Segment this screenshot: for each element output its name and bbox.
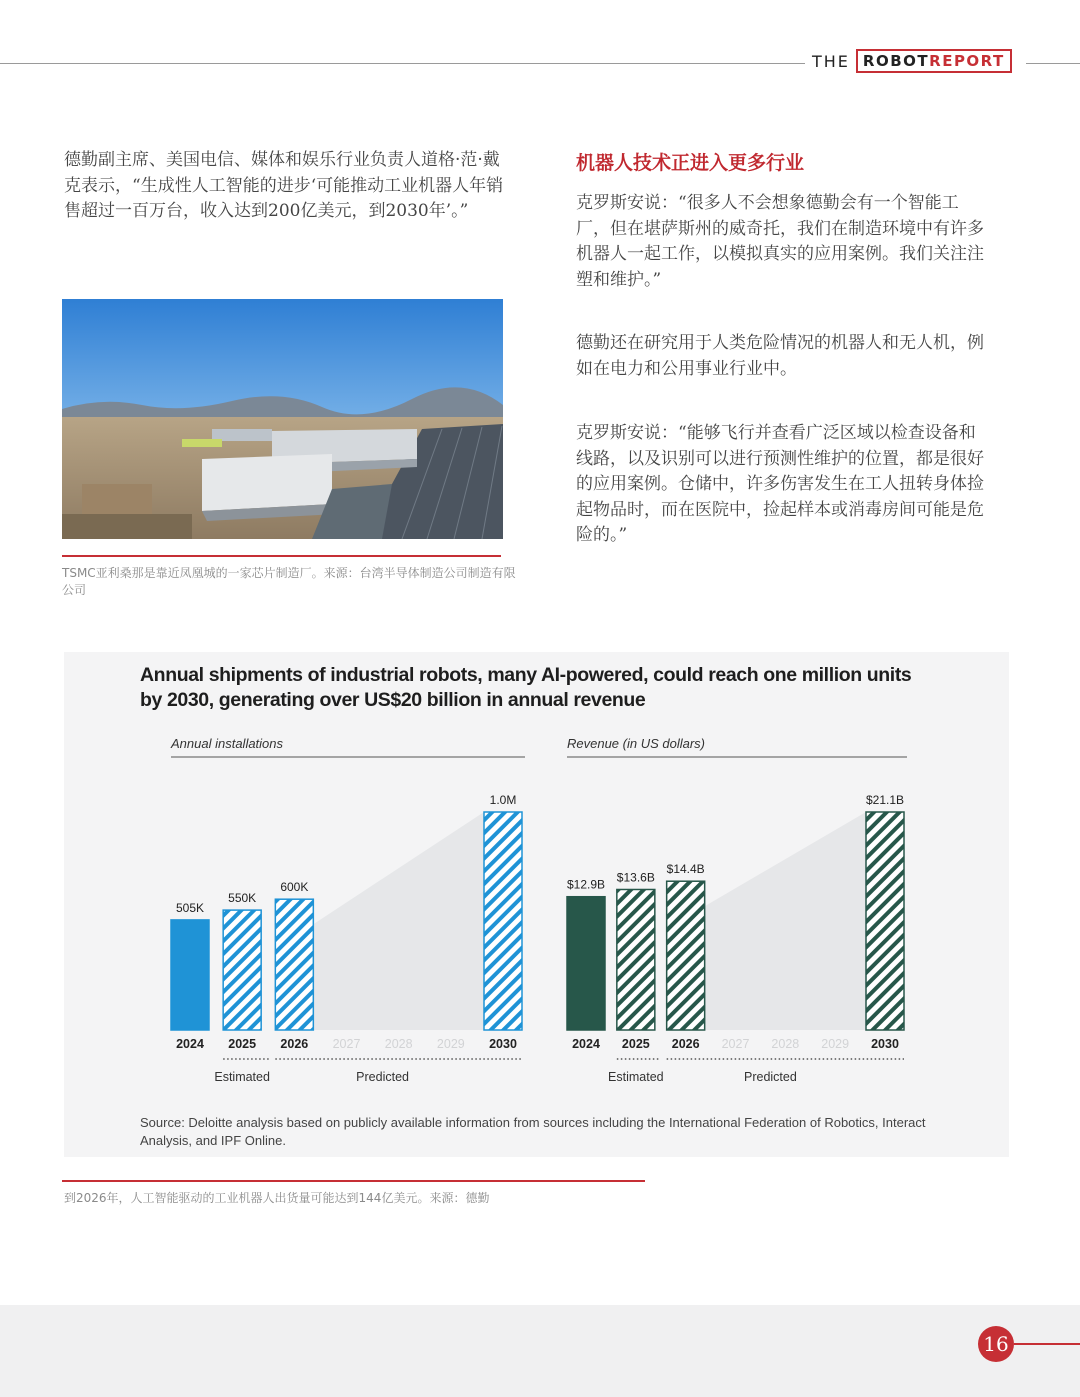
tick-label: 2024	[176, 1037, 204, 1051]
paragraph-2: 德勤还在研究用于人类危险情况的机器人和无人机，例如在电力和公用事业行业中。	[576, 333, 984, 379]
logo-robot: ROBOT	[862, 52, 930, 70]
photo-caption: TSMC亚利桑那是靠近凤凰城的一家芯片制造厂。来源：台湾半导体制造公司制造有限公司	[62, 566, 516, 597]
tick-label: 2027	[721, 1037, 750, 1051]
bar-value-label: 600K	[280, 880, 309, 895]
trend-shading	[313, 812, 484, 1030]
chart-caption-rule	[62, 1180, 645, 1182]
tick-label: 2029	[436, 1037, 465, 1051]
chart-source: Source: Deloitte analysis based on publicly available information from sources including the International Federation of Robotics, Interact Analysis, and IPF Online.	[140, 1115, 926, 1148]
bar-2030	[484, 812, 522, 1030]
chart-subtitle: Annual installations	[171, 736, 284, 751]
bar-2024	[567, 897, 605, 1030]
revenue-chart	[567, 736, 907, 1084]
factory-photo-illustration	[62, 299, 503, 539]
tick-label: 2025	[621, 1037, 650, 1051]
page-number: 16	[978, 1326, 1014, 1362]
footer-rule	[1014, 1343, 1080, 1345]
bar-value-label: 1.0M	[489, 793, 517, 807]
paragraph-3: 克罗斯安说：“能够飞行并查看广泛区域以检查设备和线路，以及识别可以进行预测性维护的位置，都是很好的应用案例。仓储中，许多伤害发生在工人扭转身体捡起物品时，而在医院中，捡起样本或消毒房间可能是危险的。”	[576, 423, 984, 545]
paragraph-1: 克罗斯安说：“很多人不会想象德勤会有一个智能工厂，但在堪萨斯州的威奇托，我们在制造环境中有许多机器人一起工作，以模拟真实的应用案例。我们关注注塑和维护。”	[576, 193, 984, 290]
tick-label: 2026	[671, 1037, 700, 1051]
tick-label: 2025	[228, 1037, 257, 1051]
estimated-label: Estimated	[608, 1070, 664, 1084]
bar-2024	[171, 920, 209, 1030]
caption-rule	[62, 555, 501, 557]
logo-the: THE	[812, 51, 850, 71]
bar-value-label: 550K	[228, 891, 257, 906]
chart-title-line1: Annual shipments of industrial robots, many AI-powered, could reach one million units	[140, 664, 912, 686]
trend-shading	[705, 812, 866, 1030]
tick-label: 2026	[280, 1037, 309, 1051]
robot-report-logo[interactable]	[812, 48, 1012, 74]
tick-label: 2024	[572, 1037, 600, 1051]
bar-2026	[667, 881, 705, 1030]
bar-value-label: $21.1B	[865, 793, 905, 807]
predicted-label: Predicted	[744, 1070, 797, 1084]
chart-caption: 到2026年，人工智能驱动的工业机器人出货量可能达到144亿美元。来源：德勤	[64, 1191, 490, 1205]
bar-2030	[866, 812, 904, 1030]
tick-label: 2029	[821, 1037, 850, 1051]
charts-svg	[64, 652, 1009, 1157]
predicted-label: Predicted	[356, 1070, 409, 1084]
factory-photo	[62, 299, 503, 539]
section-heading: 机器人技术正进入更多行业	[576, 152, 805, 174]
tick-label: 2028	[771, 1037, 800, 1051]
chart-subtitle: Revenue (in US dollars)	[567, 736, 706, 751]
bar-value-label: $14.4B	[666, 862, 705, 877]
tick-label: 2030	[489, 1037, 517, 1051]
header-rule-right	[1026, 63, 1080, 64]
footer-band	[0, 1305, 1080, 1397]
bar-2025	[617, 889, 655, 1030]
bar-value-label: $12.9B	[566, 877, 606, 892]
installations-chart	[170, 736, 525, 1084]
logo-box	[856, 49, 1012, 73]
chart-panel	[64, 652, 1009, 1157]
header-rule-left	[0, 63, 805, 64]
quote-paragraph: 德勤副主席、美国电信、媒体和娱乐行业负责人道格·范·戴克表示，“生成性人工智能的进步‘可能推动工业机器人年销售超过一百万台，收入达到200亿美元，到2030年’。”	[64, 150, 504, 221]
estimated-label: Estimated	[214, 1070, 270, 1084]
tick-label: 2027	[332, 1037, 361, 1051]
chart-title-line2: by 2030, generating over US$20 billion in annual revenue	[140, 689, 646, 711]
logo-report: REPORT	[929, 52, 1005, 70]
tick-label: 2030	[871, 1037, 899, 1051]
bar-value-label: $13.6B	[616, 870, 655, 885]
bar-2026	[275, 899, 313, 1030]
tick-label: 2028	[384, 1037, 413, 1051]
bar-2025	[223, 910, 261, 1030]
bar-value-label: 505K	[175, 900, 205, 915]
